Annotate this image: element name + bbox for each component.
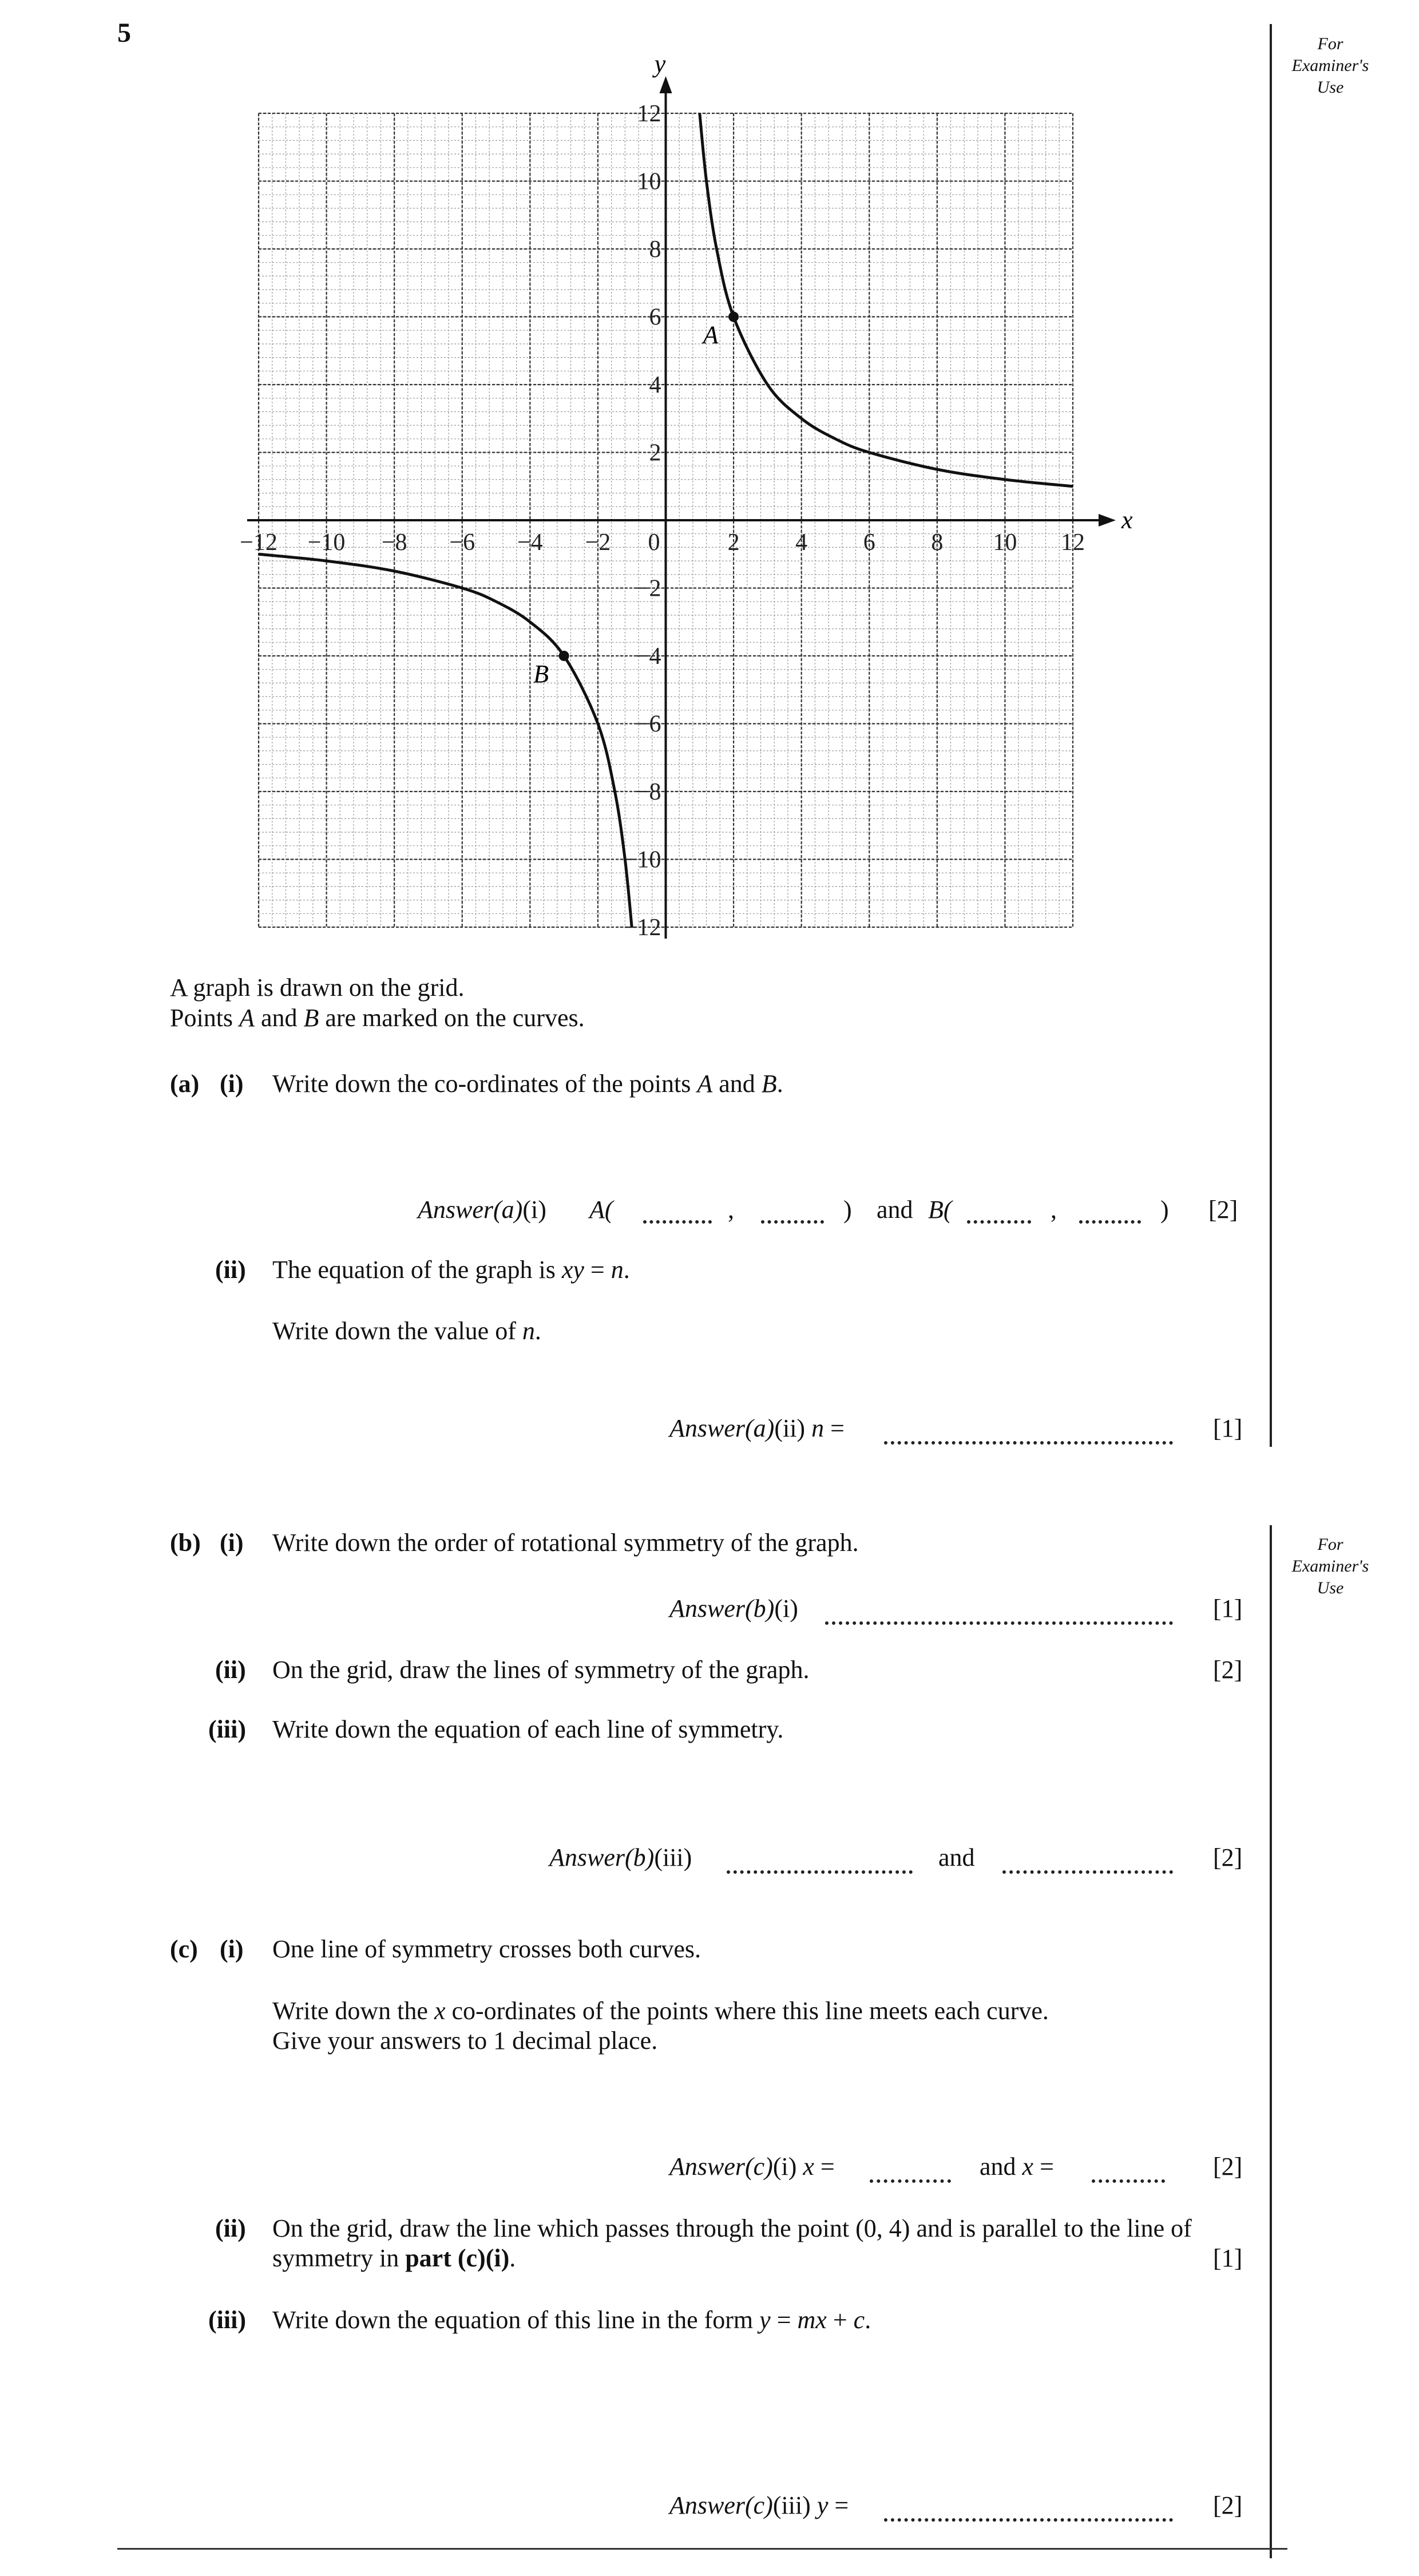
part-c-ii-question-2: symmetry in part (c)(i). <box>272 2244 516 2272</box>
part-a-ii-label: (ii) <box>215 1256 246 1284</box>
part-b-iii-question: Write down the equation of each line of symmetry. <box>272 1715 784 1743</box>
marked-points <box>533 312 739 688</box>
point-a-label: A <box>703 320 719 349</box>
x-tick-label: −6 <box>449 529 475 556</box>
mark-c-i: [2] <box>1213 2152 1243 2181</box>
x-tick-label: 8 <box>931 529 944 556</box>
y-tick-label: −4 <box>635 643 661 670</box>
mark-c-iii: [2] <box>1213 2491 1243 2519</box>
answer-b-i: Answer(b)(i) <box>669 1594 798 1623</box>
examiner-use-label-bottom: For Examiner's Use <box>1291 1535 1369 1597</box>
mark-c-ii: [1] <box>1213 2244 1243 2272</box>
y-tick-label: 8 <box>649 236 661 263</box>
answer-b-y-field[interactable] <box>1079 1220 1141 1224</box>
examiner-column-rule-bottom <box>1270 1525 1272 2558</box>
y-tick-label: 2 <box>649 440 661 466</box>
part-b-i-question: Write down the order of rotational symmetry of the graph. <box>272 1529 859 1557</box>
answer-x2-field[interactable] <box>1092 2179 1165 2183</box>
answer-c-iii: Answer(c)(iii) y = <box>669 2491 849 2519</box>
answer-symmetry-line-2-field[interactable] <box>1002 1870 1173 1874</box>
part-c-ii-question-1: On the grid, draw the line which passes through the point (0, 4) and is parallel to the line of <box>272 2214 1192 2242</box>
answer-a-x-field[interactable] <box>643 1220 712 1224</box>
curve-branch-first-quadrant <box>700 113 1073 486</box>
answer-line-equation-field[interactable] <box>884 2518 1173 2522</box>
mark-b-ii: [2] <box>1213 1656 1243 1684</box>
x-tick-label: 0 <box>648 529 660 556</box>
y-tick-label: 6 <box>649 304 661 331</box>
hyperbola-graph[interactable] <box>0 0 1202 973</box>
answer-rotational-order-field[interactable] <box>825 1621 1173 1625</box>
and-label-b-iii: and <box>938 1843 975 1871</box>
y-tick-label: −12 <box>623 915 661 941</box>
x-tick-label: −12 <box>240 529 278 556</box>
curve-branch-third-quadrant <box>259 554 632 927</box>
point-a-open: A( <box>589 1196 613 1224</box>
part-c-i-label: (i) <box>220 1935 244 1963</box>
point-b-marker <box>559 651 569 661</box>
y-tick-label: −10 <box>623 846 661 873</box>
part-b-i-label: (i) <box>220 1529 244 1557</box>
mark-b-i: [1] <box>1213 1594 1243 1623</box>
answer-b-x-field[interactable] <box>967 1220 1031 1224</box>
answer-a-i: Answer(a)(i) <box>418 1196 546 1224</box>
answer-c-i: Answer(c)(i) x = <box>669 2152 835 2181</box>
x-axis-arrow <box>1099 514 1116 527</box>
point-b-open: B( <box>928 1196 952 1224</box>
x-tick-label: −10 <box>307 529 346 556</box>
mark-a-i: [2] <box>1208 1196 1238 1224</box>
part-c-iii-label: (iii) <box>208 2306 246 2334</box>
part-a-ii-question-2: Write down the value of n. <box>272 1317 541 1345</box>
x-tick-label: 4 <box>795 529 808 556</box>
point-a-marker <box>728 312 739 322</box>
question-number: 5 <box>117 18 131 48</box>
x-tick-label: −8 <box>381 529 407 556</box>
y-tick-label: −2 <box>635 575 661 602</box>
comma-a: , <box>728 1196 734 1224</box>
y-tick-label: −6 <box>635 711 661 738</box>
x-tick-label: −4 <box>517 529 543 556</box>
y-tick-label: −8 <box>635 779 661 805</box>
x-tick-label: −2 <box>585 529 611 556</box>
part-a-label: (a) <box>170 1070 200 1098</box>
x-tick-label: 2 <box>727 529 740 556</box>
part-c-ii-label: (ii) <box>215 2214 246 2242</box>
mark-b-iii: [2] <box>1213 1843 1243 1871</box>
part-c-i-question-1: One line of symmetry crosses both curves. <box>272 1935 701 1963</box>
comma-b: , <box>1051 1196 1057 1224</box>
part-b-ii-question: On the grid, draw the lines of symmetry of the graph. <box>272 1656 810 1684</box>
examiner-use-label-top: For Examiner's Use <box>1291 34 1369 97</box>
y-tick-label: 4 <box>649 372 661 398</box>
bottom-rule <box>117 2548 1287 2550</box>
part-a-ii-question-1: The equation of the graph is xy = n. <box>272 1256 630 1284</box>
close-a: ) <box>843 1196 852 1224</box>
and-label-a: and <box>877 1196 913 1224</box>
close-b: ) <box>1160 1196 1169 1224</box>
x-tick-label: 12 <box>1061 529 1085 556</box>
part-b-ii-label: (ii) <box>215 1656 246 1684</box>
part-a-i-label: (i) <box>220 1070 244 1098</box>
part-a-i-question: Write down the co-ordinates of the points A and B. <box>272 1070 783 1098</box>
y-axis-arrow <box>660 76 672 93</box>
answer-b-iii: Answer(b)(iii) <box>549 1843 692 1871</box>
answer-n-field[interactable] <box>884 1441 1173 1445</box>
answer-a-ii: Answer(a)(ii) n = <box>669 1414 845 1442</box>
examiner-column-rule-top <box>1270 24 1272 1447</box>
y-tick-label: 12 <box>637 101 661 127</box>
answer-x1-field[interactable] <box>870 2179 951 2183</box>
x-tick-label: 6 <box>863 529 875 556</box>
part-c-i-question-3: Give your answers to 1 decimal place. <box>272 2027 658 2055</box>
intro-line-1: A graph is drawn on the grid. <box>170 974 465 1002</box>
part-c-i-question-2: Write down the x co-ordinates of the points where this line meets each curve. <box>272 1997 1049 2025</box>
part-b-iii-label: (iii) <box>208 1715 246 1743</box>
part-b-label: (b) <box>170 1529 201 1557</box>
y-axis-label: y <box>654 50 666 78</box>
answer-symmetry-line-1-field[interactable] <box>727 1870 913 1874</box>
x-tick-label: 10 <box>993 529 1017 556</box>
point-b-label: B <box>533 660 549 688</box>
x-axis-label: x <box>1121 506 1133 534</box>
answer-c-i-second: and x = <box>980 2152 1054 2181</box>
intro-line-2: Points A and B are marked on the curves. <box>170 1004 585 1032</box>
part-c-iii-question: Write down the equation of this line in the form y = mx + c. <box>272 2306 871 2334</box>
answer-a-y-field[interactable] <box>761 1220 824 1224</box>
mark-a-ii: [1] <box>1213 1414 1243 1442</box>
y-tick-label: 10 <box>637 168 661 195</box>
part-c-label: (c) <box>170 1935 198 1963</box>
